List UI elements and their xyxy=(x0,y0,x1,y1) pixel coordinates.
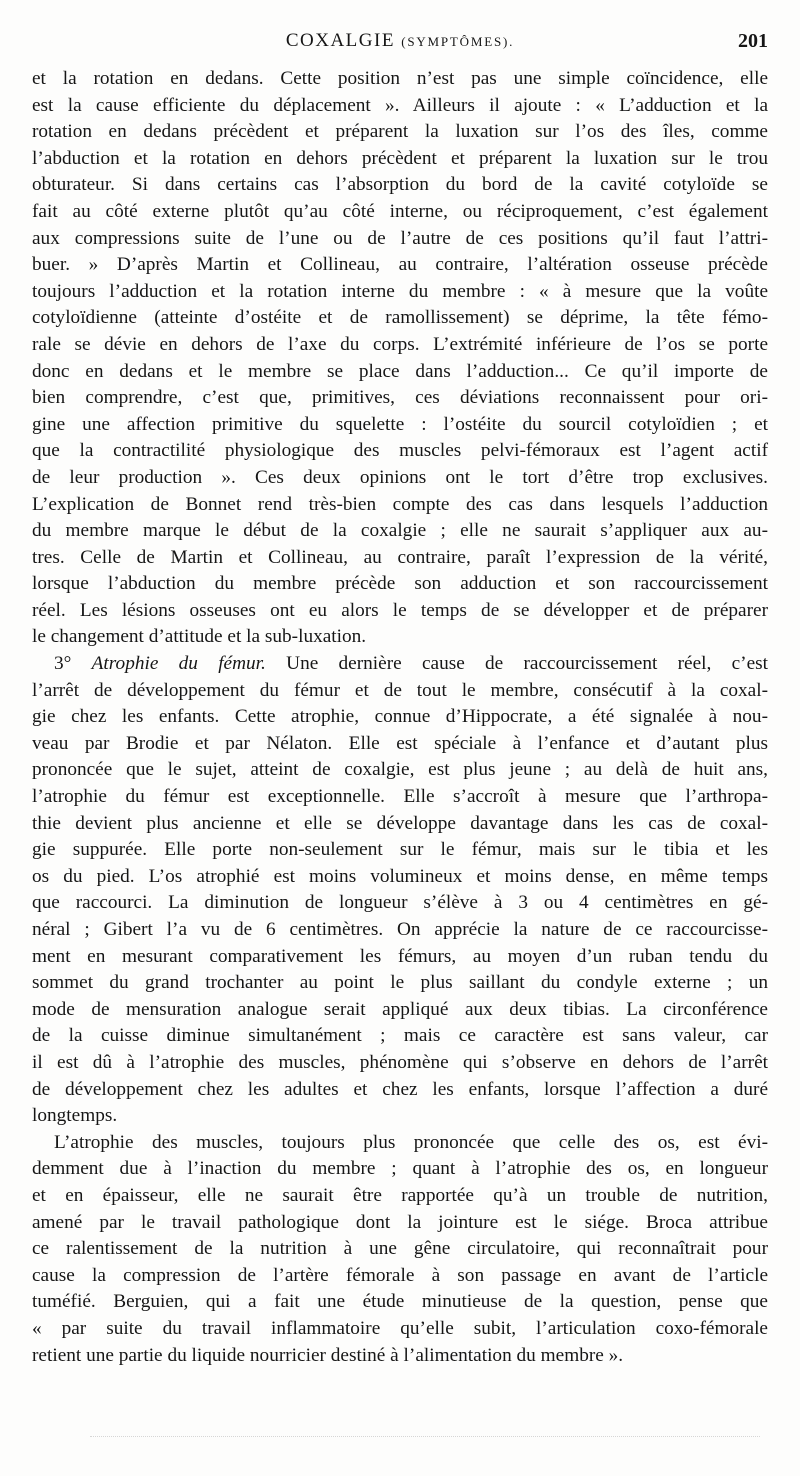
text-line xyxy=(32,1077,768,1104)
line-text: ment en mesurant comparativement les fémurs, au moyen d’un ruban tendu du xyxy=(32,945,768,967)
text-line xyxy=(32,146,768,173)
text-line xyxy=(32,1130,768,1157)
text-line xyxy=(32,66,768,93)
line-text: de leur production ». Ces deux opinions ont le tort d’être trop exclusives. xyxy=(32,466,768,488)
line-text: cotyloïdienne (atteinte d’ostéite et de ramollissement) se déprime, la tête fémo- xyxy=(32,307,768,329)
text-line xyxy=(32,226,768,253)
text-line xyxy=(32,252,768,279)
body-text xyxy=(32,66,768,1369)
text-line xyxy=(32,970,768,997)
text-line xyxy=(32,1156,768,1183)
line-text: buer. » D’après Martin et Collineau, au contraire, l’altération osseuse précède xyxy=(32,254,768,276)
line-text: réel. Les lésions osseuses ont eu alors le temps de se développer et de préparer xyxy=(32,599,768,621)
text-line xyxy=(32,518,768,545)
line-text: gie suppurée. Elle porte non-seulement sur le fémur, mais sur le tibia et les xyxy=(32,839,768,861)
line-text: le changement d’attitude et la sub-luxation. xyxy=(32,626,367,648)
text-line xyxy=(32,997,768,1024)
text-line xyxy=(32,864,768,891)
line-text: que raccourci. La diminution de longueur s’élève à 3 ou 4 centimètres en gé- xyxy=(32,892,768,914)
line-text: prononcée que le sujet, atteint de coxalgie, est plus jeune ; au delà de huit ans, xyxy=(32,759,768,781)
line-text: os du pied. L’os atrophié est moins volumineux et moins dense, en même temps xyxy=(32,865,768,887)
line-text: gine une affection primitive du squelette : l’ostéite du sourcil cotyloïdien ; et xyxy=(32,413,768,435)
line-text: aux compressions suite de l’une ou de l’autre de ces positions qu’il faut l’attri- xyxy=(32,227,768,249)
line-text: toujours l’adduction et la rotation interne du membre : « à mesure que la voûte xyxy=(32,280,768,302)
text-line xyxy=(32,1289,768,1316)
text-line xyxy=(32,917,768,944)
text-line xyxy=(32,385,768,412)
text-line xyxy=(32,598,768,625)
text-line xyxy=(32,199,768,226)
line-text: cause la compression de l’artère fémorale à son passage en avant de l’article xyxy=(32,1264,768,1286)
text-line xyxy=(32,1263,768,1290)
line-text: tuméfié. Berguien, qui a fait une étude minutieuse de la question, pense que xyxy=(32,1291,768,1313)
line-text: l’arrêt de développement du fémur et de tout le membre, consécutif à la coxal- xyxy=(32,679,768,701)
text-line xyxy=(32,811,768,838)
text-line xyxy=(32,678,768,705)
line-text: il est dû à l’atrophie des muscles, phénomène qui s’observe en dehors de l’arrêt xyxy=(32,1051,768,1073)
text-line xyxy=(32,1050,768,1077)
line-text: l’atrophie du fémur est exceptionnelle. Elle s’accroît à mesure que l’arthropa- xyxy=(32,786,768,808)
text-line xyxy=(32,119,768,146)
text-line xyxy=(32,1023,768,1050)
line-text: obturateur. Si dans certains cas l’absorption du bord de la cavité cotyloïde se xyxy=(32,174,768,196)
line-text: demment due à l’inaction du membre ; quant à l’atrophie des os, en longueur xyxy=(32,1158,768,1180)
line-text: du membre marque le début de la coxalgie ; elle ne saurait s’appliquer aux au- xyxy=(32,520,768,542)
section-number: 3° xyxy=(54,653,92,675)
line-text: L’atrophie des muscles, toujours plus prononcée que celle des os, est évi- xyxy=(54,1131,768,1153)
running-head-title xyxy=(32,30,768,52)
text-line xyxy=(32,172,768,199)
line-text: tres. Celle de Martin et Collineau, au contraire, paraît l’expression de la vérité, xyxy=(32,546,768,568)
line-text: lorsque l’abduction du membre précède son adduction et son raccourcissement xyxy=(32,573,768,595)
line-text: mode de mensuration analogue serait appliqué aux deux tibias. La circonférence xyxy=(32,998,768,1020)
text-line xyxy=(32,731,768,758)
text-line xyxy=(32,545,768,572)
line-text: gie chez les enfants. Cette atrophie, connue d’Hippocrate, a été signalée à nou- xyxy=(32,706,768,728)
line-text: et la rotation en dedans. Cette position n’est pas une simple coïncidence, elle xyxy=(32,68,768,89)
line-text: rotation en dedans précèdent et préparent la luxation sur l’os des îles, comme xyxy=(32,121,768,143)
text-line xyxy=(32,438,768,465)
text-line xyxy=(32,93,768,120)
line-text: est la cause efficiente du déplacement ». Ailleurs il ajoute : « L’adduction et la xyxy=(32,94,768,116)
text-line xyxy=(32,1343,768,1370)
chapter-subtitle: (SYMPTÔMES). xyxy=(401,34,515,49)
text-line xyxy=(32,651,768,678)
line-text: fait au côté externe plutôt qu’au côté interne, ou réciproquement, c’est également xyxy=(32,200,768,222)
line-text: « par suite du travail inflammatoire qu’elle subit, l’articulation coxo-fémorale xyxy=(32,1317,768,1339)
line-text: longtemps. xyxy=(32,1105,118,1127)
text-line xyxy=(32,1210,768,1237)
running-head xyxy=(32,30,768,56)
text-line xyxy=(32,890,768,917)
text-line xyxy=(32,279,768,306)
text-line xyxy=(32,784,768,811)
line-text: L’explication de Bonnet rend très-bien compte des cas dans lesquels l’adduction xyxy=(32,493,768,515)
section-heading: Atrophie du fémur. xyxy=(91,653,266,675)
text-line xyxy=(32,1236,768,1263)
line-text: ce ralentissement de la nutrition à une gêne circulatoire, qui reconnaîtrait pour xyxy=(32,1238,768,1260)
text-line xyxy=(32,1183,768,1210)
text-line xyxy=(32,332,768,359)
line-text: l’abduction et la rotation en dehors précèdent et préparent la luxation sur le trou xyxy=(32,147,768,169)
line-text: retient une partie du liquide nourricier destiné à l’alimentation du membre ». xyxy=(32,1344,624,1366)
line-text: sommet du grand trochanter au point le plus saillant du condyle externe ; un xyxy=(32,972,768,994)
line-text: thie devient plus ancienne et elle se développe davantage dans les cas de coxal- xyxy=(32,812,768,834)
text-line xyxy=(32,492,768,519)
text-line xyxy=(32,359,768,386)
line-text: de la cuisse diminue simultanément ; mais ce caractère est sans valeur, car xyxy=(32,1025,768,1047)
text-line xyxy=(32,837,768,864)
line-text: et en épaisseur, elle ne saurait être rapportée qu’à un trouble de nutrition, xyxy=(32,1184,768,1206)
text-line xyxy=(32,1103,768,1130)
line-text: que la contractilité physiologique des muscles pelvi-fémoraux est l’agent actif xyxy=(32,440,768,462)
line-text: donc en dedans et le membre se place dans l’adduction... Ce qu’il importe de xyxy=(32,360,768,382)
line-text: bien comprendre, c’est que, primitives, ces déviations reconnaissent pour ori- xyxy=(32,387,768,409)
text-line xyxy=(32,624,768,651)
text-line xyxy=(32,412,768,439)
text-line xyxy=(32,704,768,731)
line-text: néral ; Gibert l’a vu de 6 centimètres. On apprécie la nature de ce raccourcisse- xyxy=(32,919,768,940)
line-text: veau par Brodie et par Nélaton. Elle est spéciale à l’enfance et d’autant plus xyxy=(32,732,768,754)
text-line xyxy=(32,305,768,332)
text-line xyxy=(32,571,768,598)
page-bottom-specks xyxy=(90,1436,760,1441)
line-text: Une dernière cause de raccourcissement réel, c’est xyxy=(265,653,768,675)
text-line xyxy=(32,757,768,784)
page-number: 201 xyxy=(738,30,768,52)
text-line xyxy=(32,465,768,492)
line-text: de développement chez les adultes et chez les enfants, lorsque l’affection a duré xyxy=(32,1078,768,1100)
text-line xyxy=(32,944,768,971)
line-text: amené par le travail pathologique dont la jointure est le siége. Broca attribue xyxy=(32,1211,768,1233)
text-line xyxy=(32,1316,768,1343)
chapter-title: COXALGIE xyxy=(285,30,395,51)
line-text: rale se dévie en dehors de l’axe du corps. L’extrémité inférieure de l’os se porte xyxy=(32,333,768,355)
